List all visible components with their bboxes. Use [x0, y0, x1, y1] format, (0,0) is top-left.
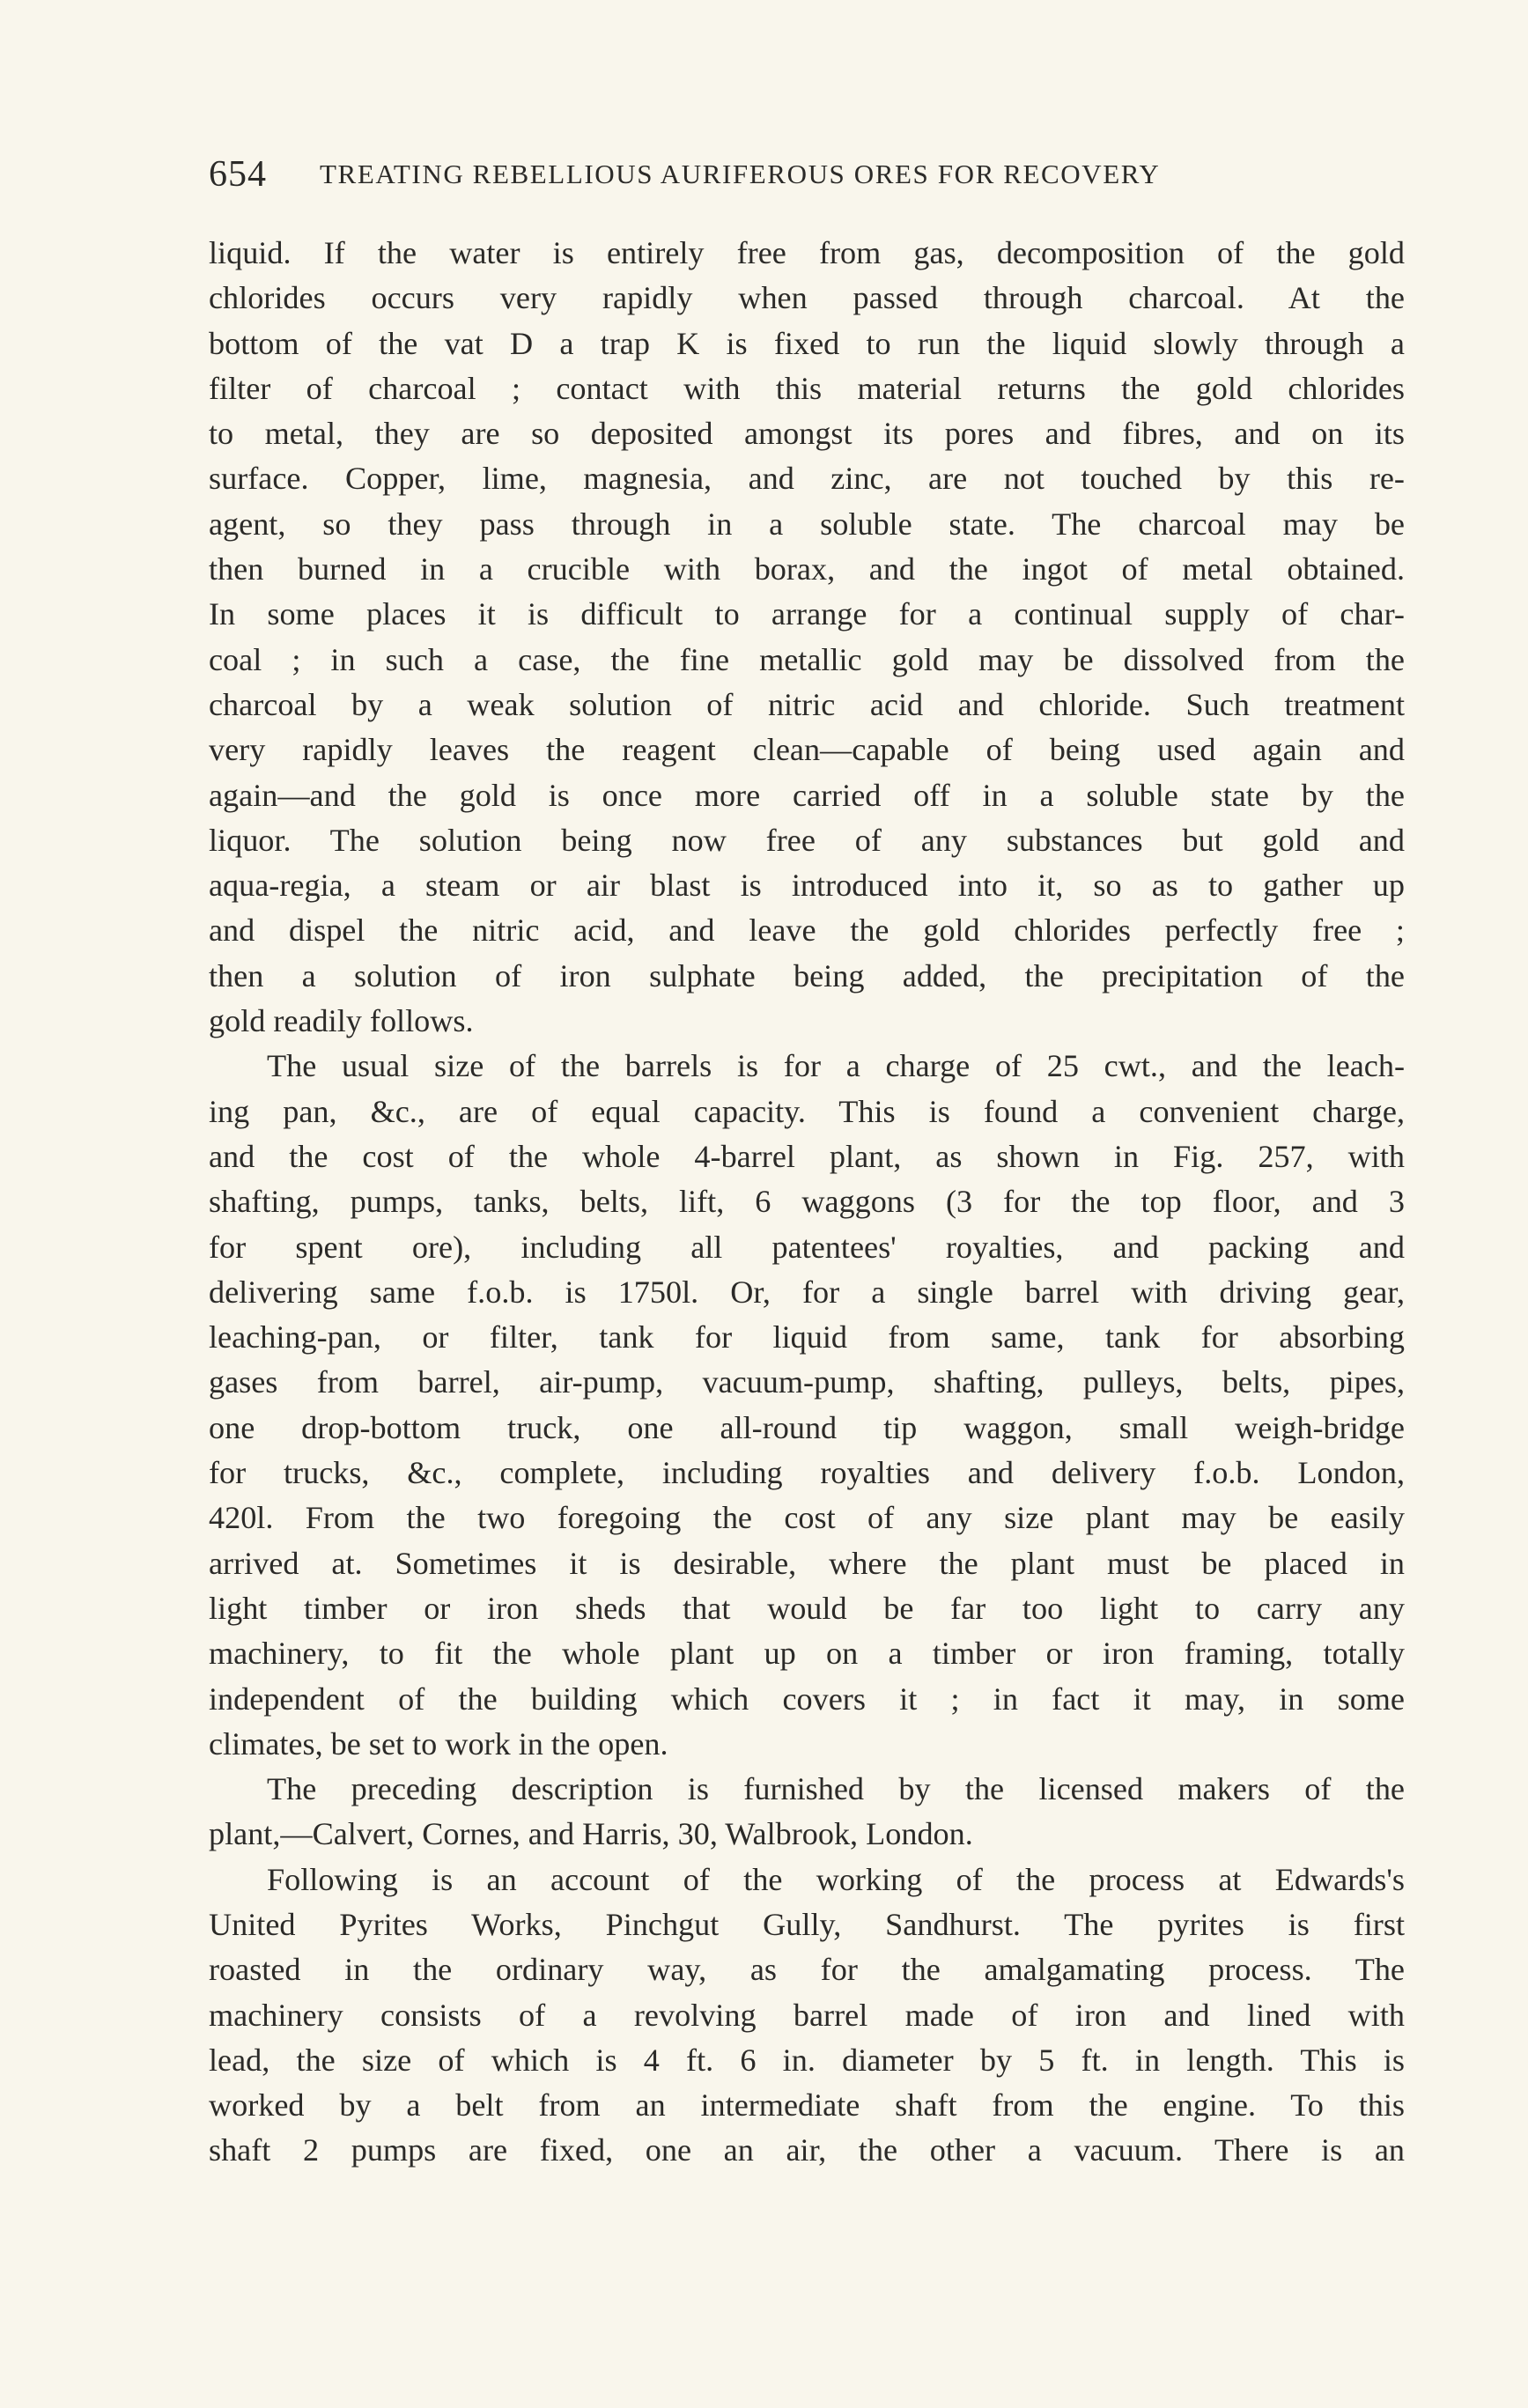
text-line: gases from barrel, air-pump, vacuum-pump, shafting, pulleys, belts, pipes, [209, 1364, 1405, 1400]
text-line: and the cost of the whole 4-barrel plant, as shown in Fig. 257, with [209, 1138, 1405, 1174]
text-line: one drop-bottom truck, one all-round tip waggon, small weigh-bridge [209, 1409, 1405, 1445]
text-line: gold readily follows. [209, 1003, 474, 1039]
text-line: independent of the building which covers it ; in fact it may, in some [209, 1680, 1405, 1717]
text-line: for spent ore), including all patentees' royalties, and packing and [209, 1229, 1405, 1265]
text-line: The usual size of the barrels is for a charge of 25 cwt., and the leach- [267, 1048, 1405, 1084]
text-line: aqua-regia, a steam or air blast is introduced into it, so as to gather up [209, 868, 1405, 904]
text-line: agent, so they pass through in a soluble state. The charcoal may be [209, 506, 1405, 542]
text-line: shaft 2 pumps are fixed, one an air, the other a vacuum. There is an [209, 2132, 1405, 2168]
text-line: light timber or iron sheds that would be far too light to carry any [209, 1590, 1405, 1626]
text-line: to metal, they are so deposited amongst its pores and fibres, and on its [209, 416, 1405, 452]
text-line: then a solution of iron sulphate being added, the precipitation of the [209, 957, 1405, 993]
text-line: Following is an account of the working of the process at Edwards's [267, 1861, 1405, 1897]
text-line: leaching-pan, or filter, tank for liquid from same, tank for absorbing [209, 1319, 1405, 1355]
text-line: ing pan, &c., are of equal capacity. This is found a convenient charge, [209, 1093, 1405, 1129]
text-line: chlorides occurs very rapidly when passed through charcoal. At the [209, 280, 1405, 316]
paragraph-2 [209, 1044, 1405, 1767]
text-line: delivering same f.o.b. is 1750l. Or, for a single barrel with driving gear, [209, 1274, 1405, 1310]
text-line: charcoal by a weak solution of nitric acid and chloride. Such treatment [209, 686, 1405, 722]
paragraph-1 [209, 231, 1405, 1044]
text-line: surface. Copper, lime, magnesia, and zinc, are not touched by this re- [209, 461, 1405, 497]
text-line: machinery, to fit the whole plant up on a timber or iron framing, totally [209, 1636, 1405, 1672]
text-line: arrived at. Sometimes it is desirable, where the plant must be placed in [209, 1545, 1405, 1581]
text-line: climates, be set to work in the open. [209, 1725, 668, 1762]
paragraph-3 [209, 1767, 1405, 1858]
text-line: The preceding description is furnished by the licensed makers of the [267, 1771, 1405, 1807]
text-line: roasted in the ordinary way, as for the amalgamating process. The [209, 1952, 1405, 1988]
text-line: United Pyrites Works, Pinchgut Gully, Sandhurst. The pyrites is first [209, 1906, 1405, 1942]
page-header [209, 146, 1405, 199]
text-line: again—and the gold is once more carried off in a soluble state by the [209, 777, 1405, 813]
text-line: 420l. From the two foregoing the cost of any size plant may be easily [209, 1500, 1405, 1536]
text-line: machinery consists of a revolving barrel made of iron and lined with [209, 1997, 1405, 2033]
text-line: bottom of the vat D a trap K is fixed to run the liquid slowly through a [209, 325, 1405, 361]
text-line: shafting, pumps, tanks, belts, lift, 6 waggons (3 for the top floor, and 3 [209, 1184, 1405, 1220]
text-line: very rapidly leaves the reagent clean—capable of being used again and [209, 732, 1405, 768]
text-line: liquor. The solution being now free of any substances but gold and [209, 822, 1405, 858]
page-number: 654 [209, 154, 267, 195]
text-line: worked by a belt from an intermediate shaft from the engine. To this [209, 2087, 1405, 2124]
text-line: then burned in a crucible with borax, and the ingot of metal obtained. [209, 551, 1405, 587]
text-line: coal ; in such a case, the fine metallic gold may be dissolved from the [209, 641, 1405, 677]
text-line: plant,—Calvert, Cornes, and Harris, 30, Walbrook, London. [209, 1816, 973, 1852]
text-line: lead, the size of which is 4 ft. 6 in. diameter by 5 ft. in length. This is [209, 2042, 1405, 2078]
running-head: TREATING REBELLIOUS AURIFEROUS ORES FOR RECOVERY [320, 159, 1161, 189]
paragraph-4 [209, 1858, 1405, 2174]
text-line: filter of charcoal ; contact with this material returns the gold chlorides [209, 370, 1405, 406]
body-text [209, 231, 1405, 2174]
text-line: In some places it is difficult to arrange for a continual supply of char- [209, 596, 1405, 632]
text-line: for trucks, &c., complete, including royalties and delivery f.o.b. London, [209, 1455, 1405, 1491]
text-line: and dispel the nitric acid, and leave the gold chlorides perfectly free ; [209, 912, 1405, 949]
text-line: liquid. If the water is entirely free from gas, decomposition of the gold [209, 235, 1405, 270]
